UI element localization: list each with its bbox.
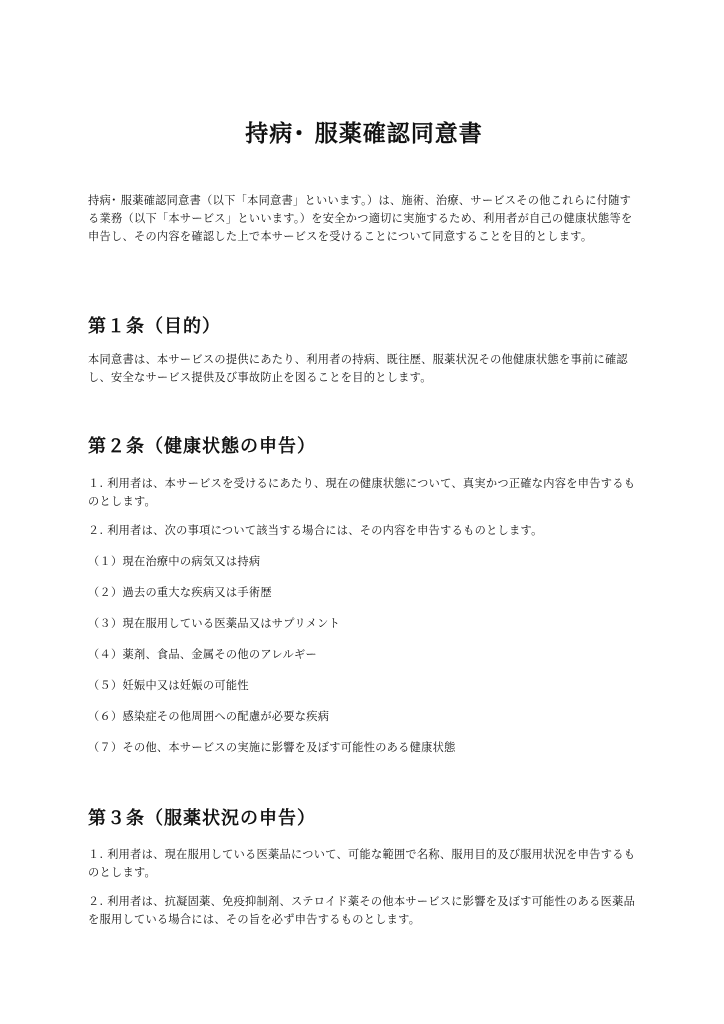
list-item: （５）妊娠中又は妊娠の可能性 xyxy=(88,679,249,692)
list-item: （６）感染症その他周囲への配慮が必要な疾病 xyxy=(88,710,330,723)
article-3-heading: 第３条（服薬状況の申告） xyxy=(88,808,316,829)
list-item: （７）その他、本サービスの実施に影響を及ぼす可能性のある健康状態 xyxy=(88,741,456,754)
article-3-paragraph-1: １. 利用者は、現在服用している医薬品について、可能な範囲で名称、服用目的及び服用状況を申告するものとします。 xyxy=(88,848,636,879)
document-title: 持病･ 服薬確認同意書 xyxy=(245,121,483,147)
article-2-heading: 第２条（健康状態の申告） xyxy=(88,436,316,457)
article-1-body: 本同意書は、本サービスの提供にあたり、利用者の持病、既往歴、服薬状況その他健康状態を事前に確認し、安全なサービス提供及び事故防止を図ることを目的とします。 xyxy=(88,353,628,384)
list-item: （１）現在治療中の病気又は持病 xyxy=(88,555,261,568)
article-2-paragraph-1: １. 利用者は、本サービスを受けるにあたり、現在の健康状態について、真実かつ正確な内容を申告するものとします。 xyxy=(88,477,636,508)
list-item: （２）過去の重大な疾病又は手術歴 xyxy=(88,586,272,599)
article-2-paragraph-2: ２. 利用者は、次の事項について該当する場合には、その内容を申告するものとします。 xyxy=(88,524,543,537)
list-item: （３）現在服用している医薬品又はサプリメント xyxy=(88,617,341,630)
intro-paragraph: 持病･ 服薬確認同意書（以下「本同意書」といいます。）は、施術、治療、サービスその他これらに付随する業務（以下「本サービス」といいます。）を安全かつ適切に実施するため、利用者が自己の健康状態等を申告し、その内容を確認した上で本サービスを受けることについて同意することを目的とします。 xyxy=(88,194,633,243)
article-3-paragraph-2: ２. 利用者は、抗凝固薬、免疫抑制剤、ステロイド薬その他本サービスに影響を及ぼす可能性のある医薬品を服用している場合には、その旨を必ず申告するものとします。 xyxy=(88,895,636,926)
article-1-heading: 第１条（目的） xyxy=(88,316,221,337)
list-item: （４）薬剤、食品、金属その他のアレルギー xyxy=(88,648,318,661)
